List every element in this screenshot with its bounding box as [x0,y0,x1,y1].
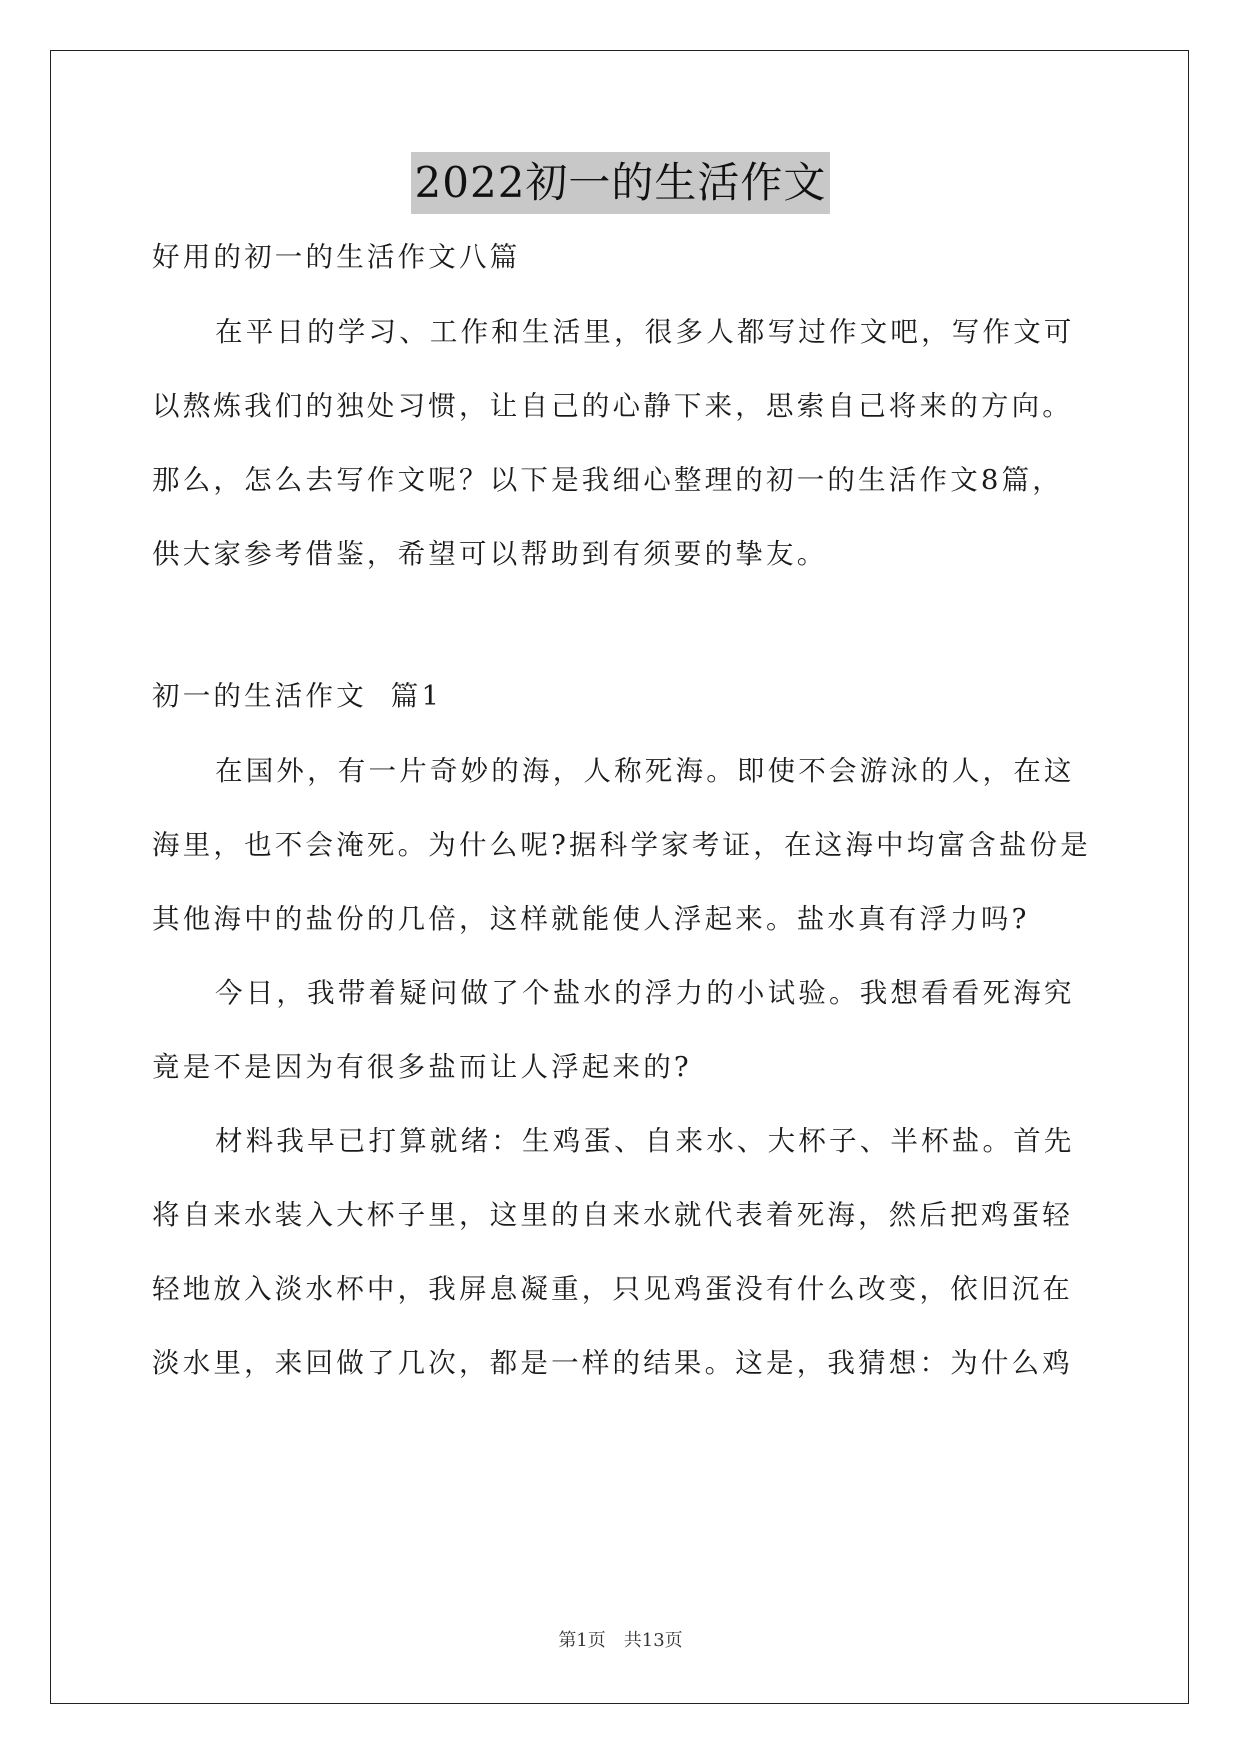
body-line-7: 将自来水装入大杯子里，这里的自来水就代表着死海，然后把鸡蛋轻 [152,1199,1073,1231]
body-line-5: 竟是不是因为有很多盐而让人浮起来的? [152,1051,692,1083]
page-number: 第1页 [558,1630,606,1651]
page-border [50,50,1189,1704]
body-line-1: 在国外，有一片奇妙的海，人称死海。即使不会游泳的人，在这 [215,755,1075,787]
body-line-2: 海里，也不会淹死。为什么呢?据科学家考证，在这海中均富含盐份是 [152,829,1091,861]
page-footer [0,1626,1241,1652]
intro-line-4: 供大家参考借鉴，希望可以帮助到有须要的挚友。 [152,538,828,570]
body-line-6: 材料我早已打算就绪：生鸡蛋、自来水、大杯子、半杯盐。首先 [215,1125,1075,1157]
section-heading: 初一的生活作文 篇1 [152,680,443,712]
intro-line-1: 在平日的学习、工作和生活里，很多人都写过作文吧，写作文可 [215,316,1075,348]
body-line-9: 淡水里，来回做了几次，都是一样的结果。这是，我猜想：为什么鸡 [152,1347,1073,1379]
body-line-3: 其他海中的盐份的几倍，这样就能使人浮起来。盐水真有浮力吗? [152,903,1030,935]
title-container [0,152,1241,214]
document-title: 2022初一的生活作文 [411,152,831,214]
page-total: 共13页 [623,1630,683,1651]
body-line-8: 轻地放入淡水杯中，我屏息凝重，只见鸡蛋没有什么改变，依旧沉在 [152,1273,1073,1305]
body-line-4: 今日，我带着疑问做了个盐水的浮力的小试验。我想看看死海究 [215,977,1075,1009]
document-subtitle: 好用的初一的生活作文八篇 [152,241,521,273]
intro-line-3: 那么，怎么去写作文呢？以下是我细心整理的初一的生活作文8篇， [152,464,1063,496]
intro-line-2: 以熬炼我们的独处习惯，让自己的心静下来，思索自己将来的方向。 [152,390,1073,422]
